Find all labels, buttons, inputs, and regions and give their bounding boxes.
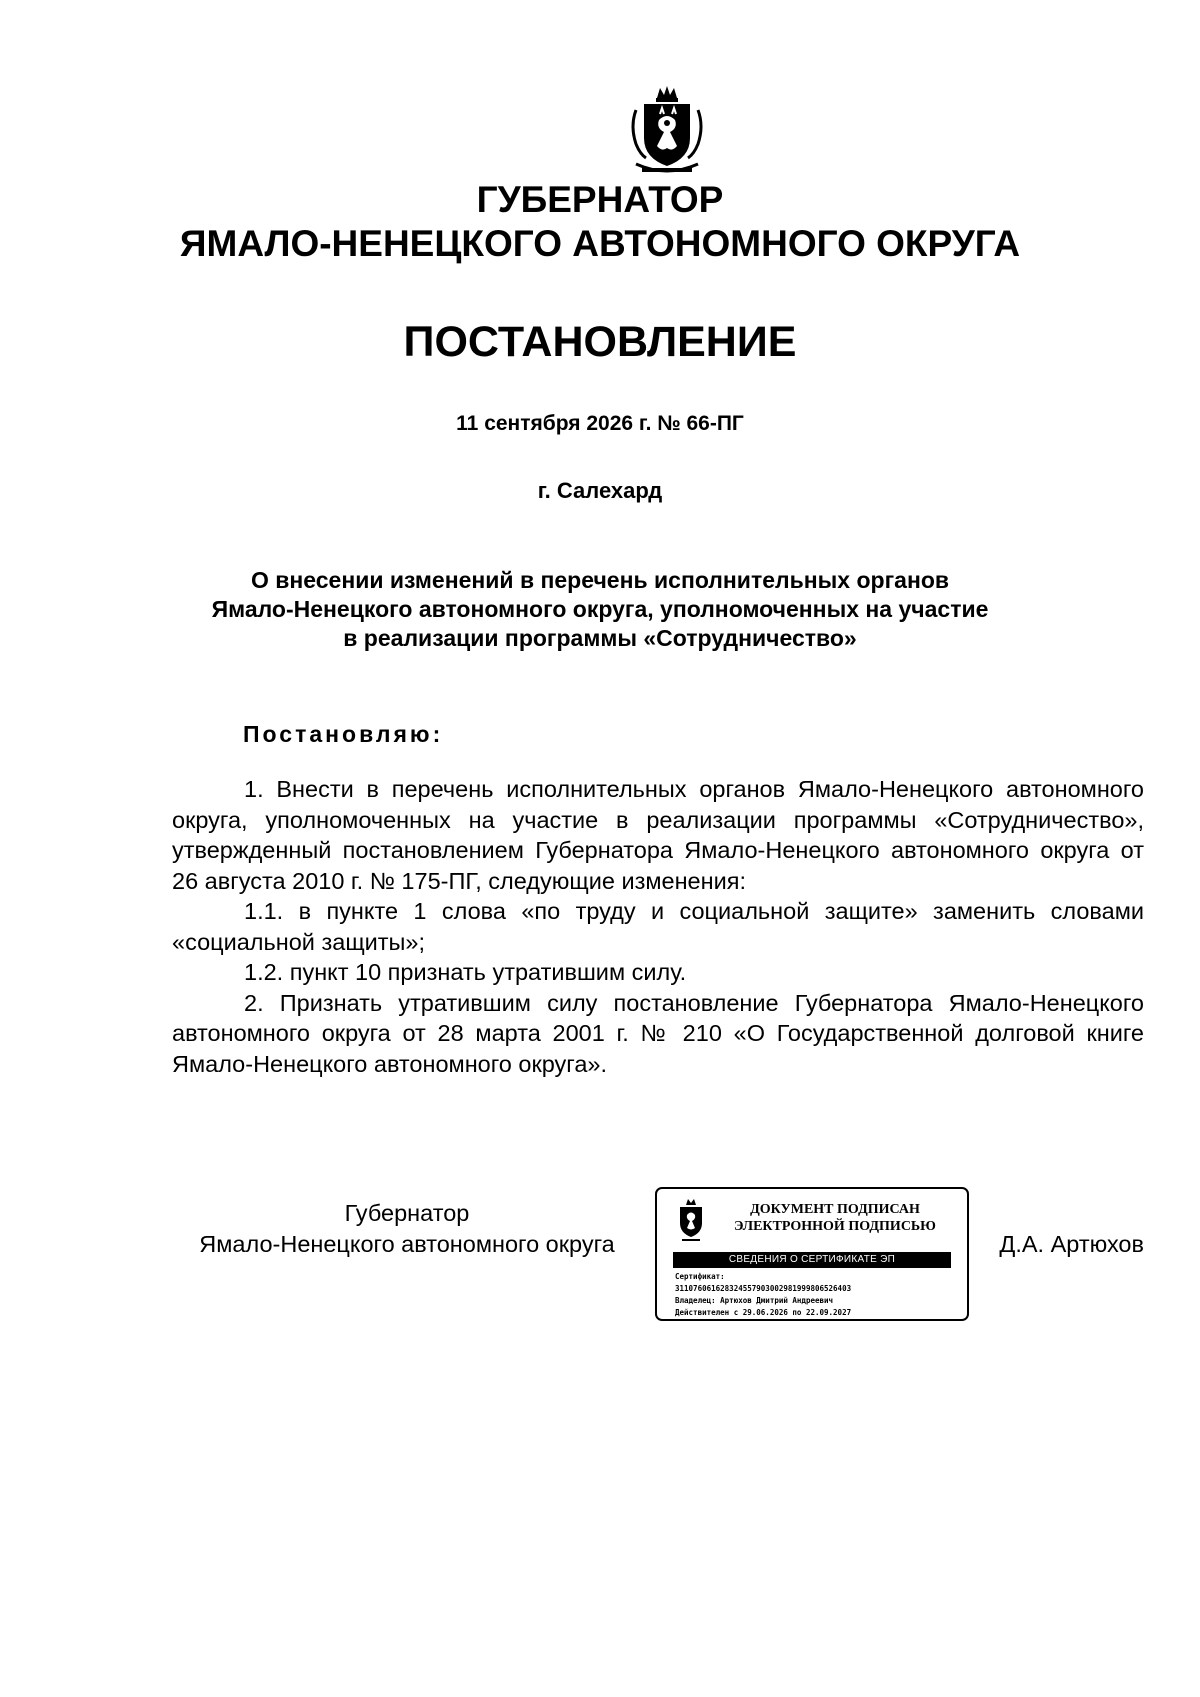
certificate-owner: Владелец: Артюхов Дмитрий Андреевич — [675, 1296, 834, 1305]
signature-title-line: Ямало-Ненецкого автономного округа — [199, 1231, 615, 1257]
paragraph: 1.1. в пункте 1 слова «по труду и социальной защите» заменить словами «социальной защиты»; — [172, 898, 1144, 955]
governor-heading: ГУБЕРНАТОР — [476, 179, 724, 220]
document-title — [150, 566, 1050, 653]
region-heading: ЯМАЛО-НЕНЕЦКОГО АВТОНОМНОГО ОКРУГА — [179, 223, 1021, 264]
signature-title-line: Губернатор — [344, 1200, 470, 1226]
certificate-number: 311076061628324557903002981999806526403 — [675, 1284, 852, 1293]
stamp-heading-line: ДОКУМЕНТ ПОДПИСАН — [750, 1202, 920, 1217]
certificate-info-bar: СВЕДЕНИЯ О СЕРТИФИКАТЕ ЭП — [673, 1252, 951, 1268]
certificate-label: Сертификат: — [675, 1272, 725, 1281]
stamp-heading-line: ЭЛЕКТРОННОЙ ПОДПИСЬЮ — [734, 1219, 936, 1234]
title-line: О внесении изменений в перечень исполнительных органов — [250, 567, 950, 593]
resolve-heading: Постановляю: — [243, 721, 444, 747]
paragraph: 1. Внести в перечень исполнительных органов Ямало-Ненецкого автономного округа, уполномоченных на участие в реализации программы «Сотрудничество», утвержденный постановлением Губернатора Ямало-Ненецкого автономного округа от 26 августа 2010 г. № 175-ПГ, следующие изменения: — [172, 776, 1144, 894]
paragraph: 1.2. пункт 10 признать утратившим силу. — [244, 959, 687, 985]
date-number: 11 сентября 2026 г. № 66-ПГ — [456, 412, 744, 435]
stamp-heading — [715, 1201, 955, 1235]
signatory-name: Д.А. Артюхов — [999, 1231, 1144, 1257]
paragraph: 2. Признать утратившим силу постановление Губернатора Ямало-Ненецкого автономного округа от 28 марта 2001 г. № 210 «О Государственной долговой книге Ямало-Ненецкого автономного округа». — [172, 989, 1144, 1077]
coat-of-arms-icon — [622, 86, 712, 178]
document-type-heading: ПОСТАНОВЛЕНИЕ — [403, 318, 797, 366]
certificate-validity: Действителен с 29.06.2026 по 22.09.2027 — [675, 1308, 852, 1317]
certificate-details — [675, 1271, 851, 1319]
document-body — [172, 774, 1144, 1079]
coat-of-arms-icon — [676, 1199, 706, 1243]
city: г. Салехард — [537, 478, 663, 503]
title-line: в реализации программы «Сотрудничество» — [343, 625, 857, 651]
signature-title — [172, 1198, 642, 1260]
title-line: Ямало-Ненецкого автономного округа, уполномоченных на участие — [211, 596, 989, 622]
electronic-signature-stamp — [655, 1187, 969, 1321]
